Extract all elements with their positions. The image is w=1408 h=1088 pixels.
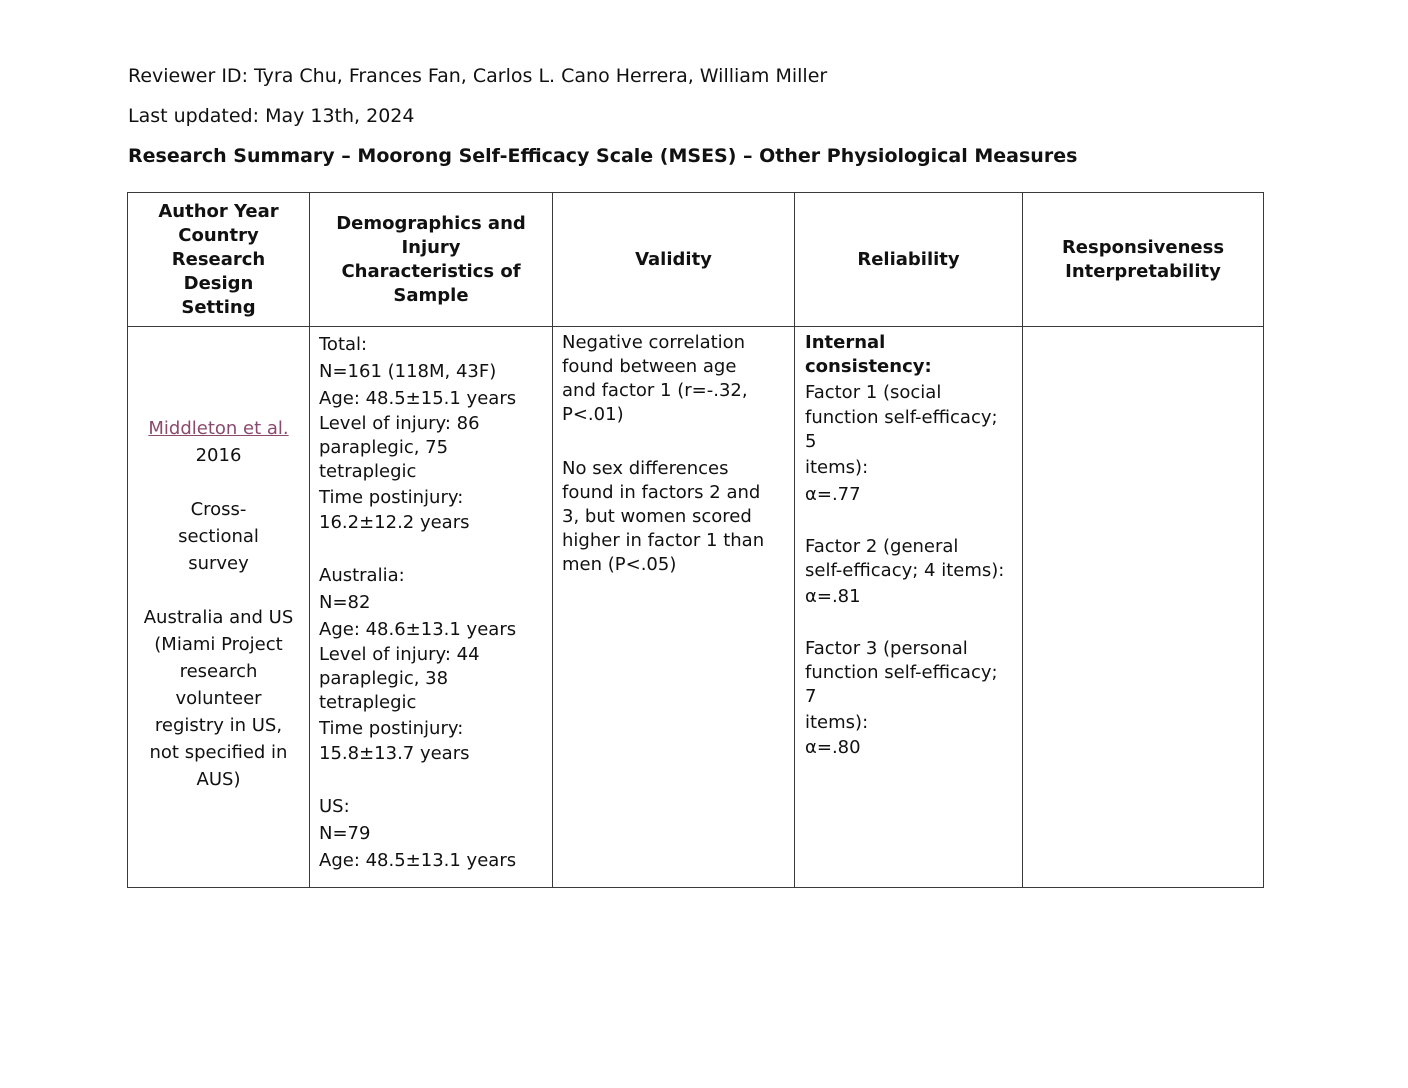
factor1-text: function self-efficacy;	[805, 407, 998, 428]
design-line: sectional	[178, 526, 259, 547]
reliability-heading: Internal	[805, 332, 886, 353]
header-author-year	[128, 193, 310, 327]
us-label: US:	[319, 796, 350, 817]
us-age: Age: 48.5±13.1 years	[319, 850, 517, 871]
header-line: Injury	[401, 236, 461, 258]
header-demographics	[310, 193, 553, 327]
factor3-text: function self-efficacy;	[805, 662, 998, 683]
aus-n: N=82	[319, 592, 371, 613]
setting-line: AUS)	[196, 769, 241, 790]
us-n: N=79	[319, 823, 371, 844]
table-header-row	[128, 193, 1264, 327]
design-line: Cross-	[190, 499, 247, 520]
validity-cell	[553, 327, 795, 888]
header-line: Setting	[181, 296, 256, 318]
setting-line: not specified in	[149, 742, 288, 763]
total-injury: tetraplegic	[319, 461, 417, 482]
factor1-items: items):	[805, 457, 869, 478]
setting-line: (Miami Project	[154, 634, 283, 655]
setting-line: registry in US,	[154, 715, 283, 736]
factor3-items: items):	[805, 712, 869, 733]
aus-age: Age: 48.6±13.1 years	[319, 619, 517, 640]
study-year: 2016	[195, 445, 242, 466]
demographics-cell	[310, 327, 553, 888]
responsiveness-cell	[1023, 327, 1264, 888]
reliability-cell	[795, 327, 1023, 888]
setting-line: research	[179, 661, 258, 682]
total-injury: Level of injury: 86	[319, 413, 480, 434]
setting-line: volunteer	[175, 688, 262, 709]
header-line: Reliability	[857, 248, 960, 270]
header-line: Interpretability	[1065, 260, 1221, 282]
factor3-text: Factor 3 (personal	[805, 638, 968, 659]
aus-time: Time postinjury:	[319, 718, 464, 739]
header-line: Research	[171, 248, 266, 270]
validity-text: Negative correlation	[562, 332, 746, 353]
factor1-text: 5	[805, 431, 817, 452]
validity-text: and factor 1 (r=-.32,	[562, 380, 748, 401]
total-n: N=161 (118M, 43F)	[319, 361, 497, 382]
validity-text: 3, but women scored	[562, 506, 752, 527]
factor1-alpha: α=.77	[805, 484, 861, 505]
setting-line: Australia and US	[143, 607, 294, 628]
factor2-text: self-efficacy; 4 items):	[805, 560, 1005, 581]
total-time: 16.2±12.2 years	[319, 512, 470, 533]
header-line: Characteristics of	[341, 260, 521, 282]
validity-text: P<.01)	[562, 404, 624, 425]
reliability-heading: consistency:	[805, 356, 932, 377]
total-age: Age: 48.5±15.1 years	[319, 388, 517, 409]
page-title: Research Summary – Moorong Self-Efficacy Scale (MSES) – Other Physiological Measures	[128, 145, 1078, 167]
aus-label: Australia:	[319, 565, 405, 586]
aus-injury: Level of injury: 44	[319, 644, 480, 665]
validity-text: found in factors 2 and	[562, 482, 761, 503]
validity-text: found between age	[562, 356, 737, 377]
validity-text: men (P<.05)	[562, 554, 677, 575]
header-line: Validity	[635, 248, 712, 270]
author-cell	[128, 327, 310, 888]
header-line: Country	[178, 224, 259, 246]
total-injury: paraplegic, 75	[319, 437, 449, 458]
research-summary-table	[127, 192, 1264, 888]
header-line: Sample	[393, 284, 469, 306]
factor3-alpha: α=.80	[805, 737, 861, 758]
aus-injury: tetraplegic	[319, 692, 417, 713]
header-validity	[553, 193, 795, 327]
validity-text: higher in factor 1 than	[562, 530, 765, 551]
header-line: Design	[183, 272, 254, 294]
design-line: survey	[188, 553, 249, 574]
header-line: Responsiveness	[1061, 236, 1225, 258]
header-line: Author Year	[158, 200, 279, 222]
header-reliability	[795, 193, 1023, 327]
study-link[interactable]: Middleton et al.	[148, 418, 289, 439]
total-label: Total:	[319, 334, 368, 355]
header-line: Demographics and	[336, 212, 526, 234]
last-updated: Last updated: May 13th, 2024	[128, 105, 415, 127]
factor2-alpha: α=.81	[805, 586, 861, 607]
table-row	[128, 327, 1264, 888]
factor3-text: 7	[805, 686, 817, 707]
factor1-text: Factor 1 (social	[805, 382, 942, 403]
reviewer-id: Reviewer ID: Tyra Chu, Frances Fan, Carlos L. Cano Herrera, William Miller	[128, 65, 828, 87]
factor2-text: Factor 2 (general	[805, 536, 959, 557]
header-responsiveness	[1023, 193, 1264, 327]
total-time: Time postinjury:	[319, 487, 464, 508]
aus-time: 15.8±13.7 years	[319, 743, 470, 764]
aus-injury: paraplegic, 38	[319, 668, 449, 689]
validity-text: No sex differences	[562, 458, 729, 479]
